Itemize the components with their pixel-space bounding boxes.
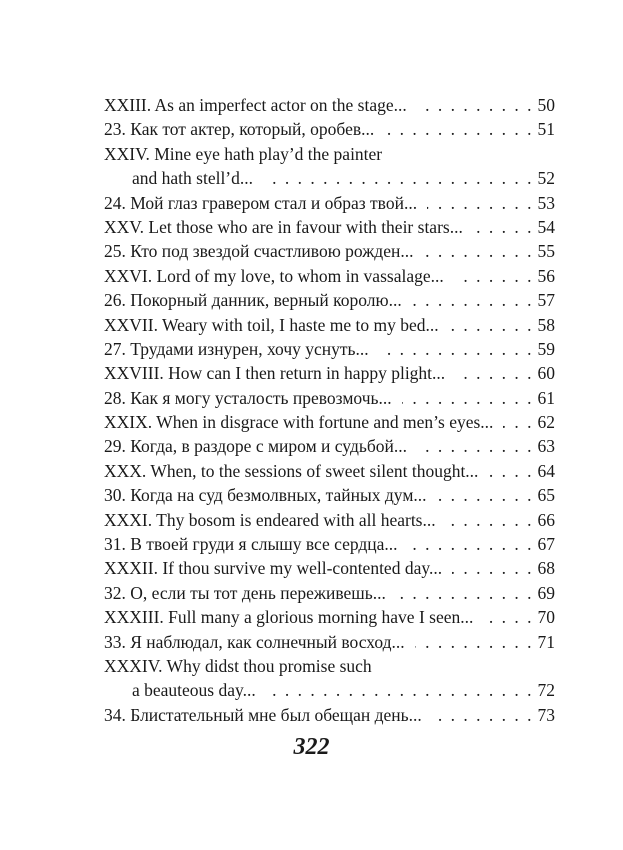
leader-dots (396, 581, 534, 605)
toc-entry-page: 66 (537, 509, 555, 530)
toc-entry-title: 34. Блистательный мне был обещан день... (104, 704, 422, 725)
toc-entry-page: 69 (537, 582, 555, 603)
toc-entry (104, 630, 555, 654)
toc-entry-title: XXVIII. How can I then return in happy plight... (104, 363, 446, 384)
leader-dots (379, 337, 534, 361)
leader-dots (473, 215, 534, 239)
toc-entry-page: 59 (537, 338, 555, 359)
toc-entry (104, 410, 555, 434)
toc-entry (104, 361, 555, 385)
leader-dots (454, 264, 534, 288)
toc-entry-title: XXX. When, to the sessions of sweet silent thought... (104, 460, 479, 481)
toc-entry-title: 29. Когда, в раздоре с миром и судьбой... (104, 436, 407, 457)
toc-entry-title: XXIV. Mine eye hath play’d the painter (104, 143, 383, 164)
toc-entry-title: 30. Когда на суд безмолвных, тайных дум... (104, 485, 427, 506)
toc-entry-title: 28. Как я могу усталость превозмочь... (104, 387, 392, 408)
leader-dots (446, 508, 534, 532)
toc-entry (104, 532, 555, 556)
toc-entry-page: 62 (537, 412, 555, 433)
toc-entry-title: 23. Как тот актер, который, оробев... (104, 119, 375, 140)
toc-entry-page: 51 (537, 119, 555, 140)
toc-entry (104, 508, 555, 532)
toc-entry (104, 434, 555, 458)
toc-entry-title: XXVII. Weary with toil, I haste me to my bed... (104, 314, 439, 335)
leader-dots (423, 239, 533, 263)
toc-entry (104, 556, 555, 580)
leader-dots (415, 630, 534, 654)
toc-entry (104, 605, 555, 629)
toc-entry (104, 142, 555, 166)
leader-dots (432, 703, 534, 727)
toc-entry (104, 239, 555, 263)
toc-entry (104, 93, 555, 117)
toc-entry (104, 288, 555, 312)
toc-entry-title: XXXII. If thou survive my well-contented day... (104, 558, 443, 579)
toc-entry (104, 581, 555, 605)
toc-entry-title: 25. Кто под звездой счастливою рожден... (104, 241, 414, 262)
toc-entry-title: XXV. Let those who are in favour with their stars... (104, 216, 463, 237)
leader-dots (483, 605, 533, 629)
toc-entry-page: 55 (537, 241, 555, 262)
toc-entry-page: 65 (537, 485, 555, 506)
toc-entry-page: 57 (537, 290, 555, 311)
toc-entry (104, 264, 555, 288)
toc-entry-title: XXIX. When in disgrace with fortune and men’s eyes... (104, 412, 494, 433)
toc-entry-title: XXXI. Thy bosom is endeared with all hearts... (104, 509, 436, 530)
leader-dots (417, 434, 534, 458)
table-of-contents (104, 93, 555, 727)
toc-entry-title: XXIII. As an imperfect actor on the stage... (104, 95, 407, 115)
toc-entry-page: 54 (537, 216, 555, 237)
toc-entry-title: XXXIV. Why didst thou promise such (104, 655, 372, 676)
toc-entry-continuation (104, 678, 555, 702)
toc-entry-page: 70 (537, 607, 555, 628)
leader-dots (449, 313, 534, 337)
toc-entry-continuation (104, 166, 555, 190)
toc-entry-title: 33. Я наблюдал, как солнечный восход... (104, 631, 405, 652)
leader-dots (488, 459, 533, 483)
toc-entry (104, 215, 555, 239)
toc-entry-title: 31. В твоей груди я слышу все сердца... (104, 534, 398, 555)
toc-entry-title: XXXIII. Full many a glorious morning have I seen... (104, 607, 474, 628)
toc-entry-title: 24. Мой глаз гравером стал и образ твой... (104, 192, 418, 213)
leader-dots (263, 166, 533, 190)
toc-entry (104, 191, 555, 215)
leader-dots (417, 93, 534, 117)
toc-entry (104, 703, 555, 727)
toc-entry-page: 58 (537, 314, 555, 335)
toc-entry-page: 73 (537, 704, 555, 725)
leader-dots (437, 483, 534, 507)
toc-entry-title: XXVI. Lord of my love, to whom in vassalage... (104, 265, 444, 286)
leader-dots (503, 410, 533, 434)
toc-entry-title: 26. Покорный данник, верный королю... (104, 290, 402, 311)
toc-entry (104, 459, 555, 483)
toc-entry-title: and hath stell’d... (132, 168, 254, 189)
toc-entry (104, 386, 555, 410)
leader-dots (402, 386, 534, 410)
toc-entry-page: 72 (537, 680, 555, 701)
toc-entry (104, 654, 555, 678)
leader-dots (455, 361, 533, 385)
toc-entry-page: 63 (537, 436, 555, 457)
toc-entry (104, 483, 555, 507)
toc-entry-page: 50 (537, 95, 555, 115)
toc-entry-title: 27. Трудами изнурен, хочу уснуть... (104, 338, 369, 359)
page-number: 322 (293, 734, 330, 760)
leader-dots (408, 532, 534, 556)
toc-entry-page: 67 (537, 534, 555, 555)
toc-entry-page: 61 (537, 387, 555, 408)
toc-entry (104, 313, 555, 337)
leader-dots (266, 678, 534, 702)
leader-dots (427, 191, 533, 215)
toc-entry-page: 64 (537, 460, 555, 481)
toc-entry-page: 56 (537, 265, 555, 286)
toc-entry-title: a beauteous day... (132, 680, 256, 701)
toc-entry-page: 52 (537, 168, 555, 189)
leader-dots (384, 117, 533, 141)
toc-entry-page: 68 (537, 558, 555, 579)
toc-entry-page: 60 (537, 363, 555, 384)
leader-dots (452, 556, 533, 580)
toc-entry-page: 71 (537, 631, 555, 652)
toc-entry (104, 337, 555, 361)
toc-entry (104, 117, 555, 141)
leader-dots (412, 288, 534, 312)
toc-entry-title: 32. О, если ты тот день переживешь... (104, 582, 386, 603)
toc-entry-page: 53 (537, 192, 555, 213)
